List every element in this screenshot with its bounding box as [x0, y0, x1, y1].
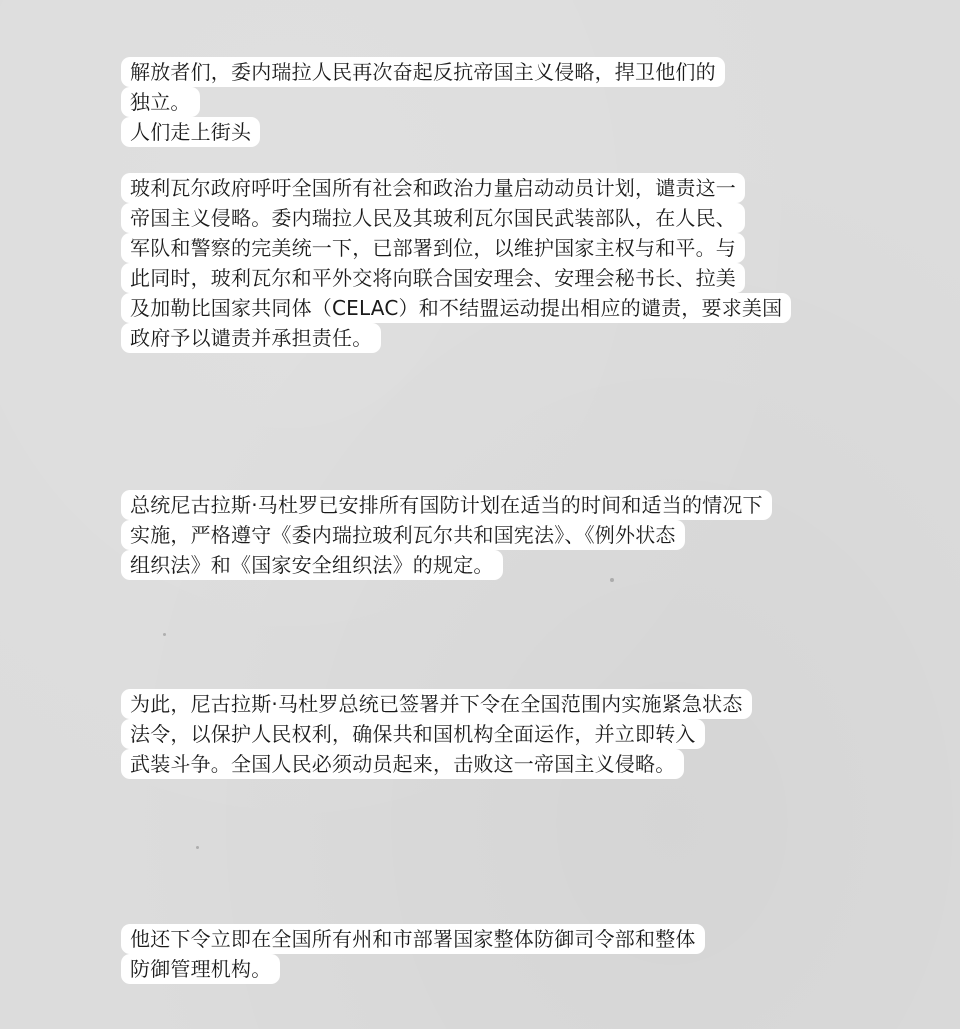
text-line: 法令，以保护人民权利，确保共和国机构全面运作，并立即转入	[121, 719, 705, 749]
text-block-liberators	[121, 57, 725, 147]
dust-speck	[163, 633, 166, 636]
text-line: 他还下令立即在全国所有州和市部署国家整体防御司令部和整体	[121, 924, 705, 954]
text-block-defense-plans	[121, 490, 772, 580]
text-line: 总统尼古拉斯·马杜罗已安排所有国防计划在适当的时间和适当的情况下	[121, 490, 772, 520]
text-line: 为此，尼古拉斯·马杜罗总统已签署并下令在全国范围内实施紧急状态	[121, 689, 752, 719]
text-line: 实施，严格遵守《委内瑞拉玻利瓦尔共和国宪法》、《例外状态	[121, 520, 685, 550]
dust-speck	[610, 578, 614, 582]
text-line: 武装斗争。全国人民必须动员起来，击败这一帝国主义侵略。	[121, 749, 684, 779]
dust-speck	[196, 846, 199, 849]
text-line: 人们走上街头	[121, 117, 260, 147]
text-block-defense-command	[121, 924, 705, 984]
text-line: 军队和警察的完美统一下，已部署到位，以维护国家主权与和平。与	[121, 233, 745, 263]
text-line: 防御管理机构。	[121, 954, 280, 984]
text-line: 解放者们，委内瑞拉人民再次奋起反抗帝国主义侵略，捍卫他们的	[121, 57, 725, 87]
text-block-emergency-decree	[121, 689, 752, 779]
text-line: 帝国主义侵略。委内瑞拉人民及其玻利瓦尔国民武装部队，在人民、	[121, 203, 745, 233]
text-line: 组织法》和《国家安全组织法》的规定。	[121, 550, 503, 580]
text-line: 此同时，玻利瓦尔和平外交将向联合国安理会、安理会秘书长、拉美	[121, 263, 745, 293]
text-block-government-call	[121, 173, 791, 353]
text-line: 政府予以谴责并承担责任。	[121, 323, 381, 353]
text-line: 独立。	[121, 87, 200, 117]
text-line: 玻利瓦尔政府呼吁全国所有社会和政治力量启动动员计划，谴责这一	[121, 173, 745, 203]
text-line: 及加勒比国家共同体（CELAC）和不结盟运动提出相应的谴责，要求美国	[121, 293, 791, 323]
